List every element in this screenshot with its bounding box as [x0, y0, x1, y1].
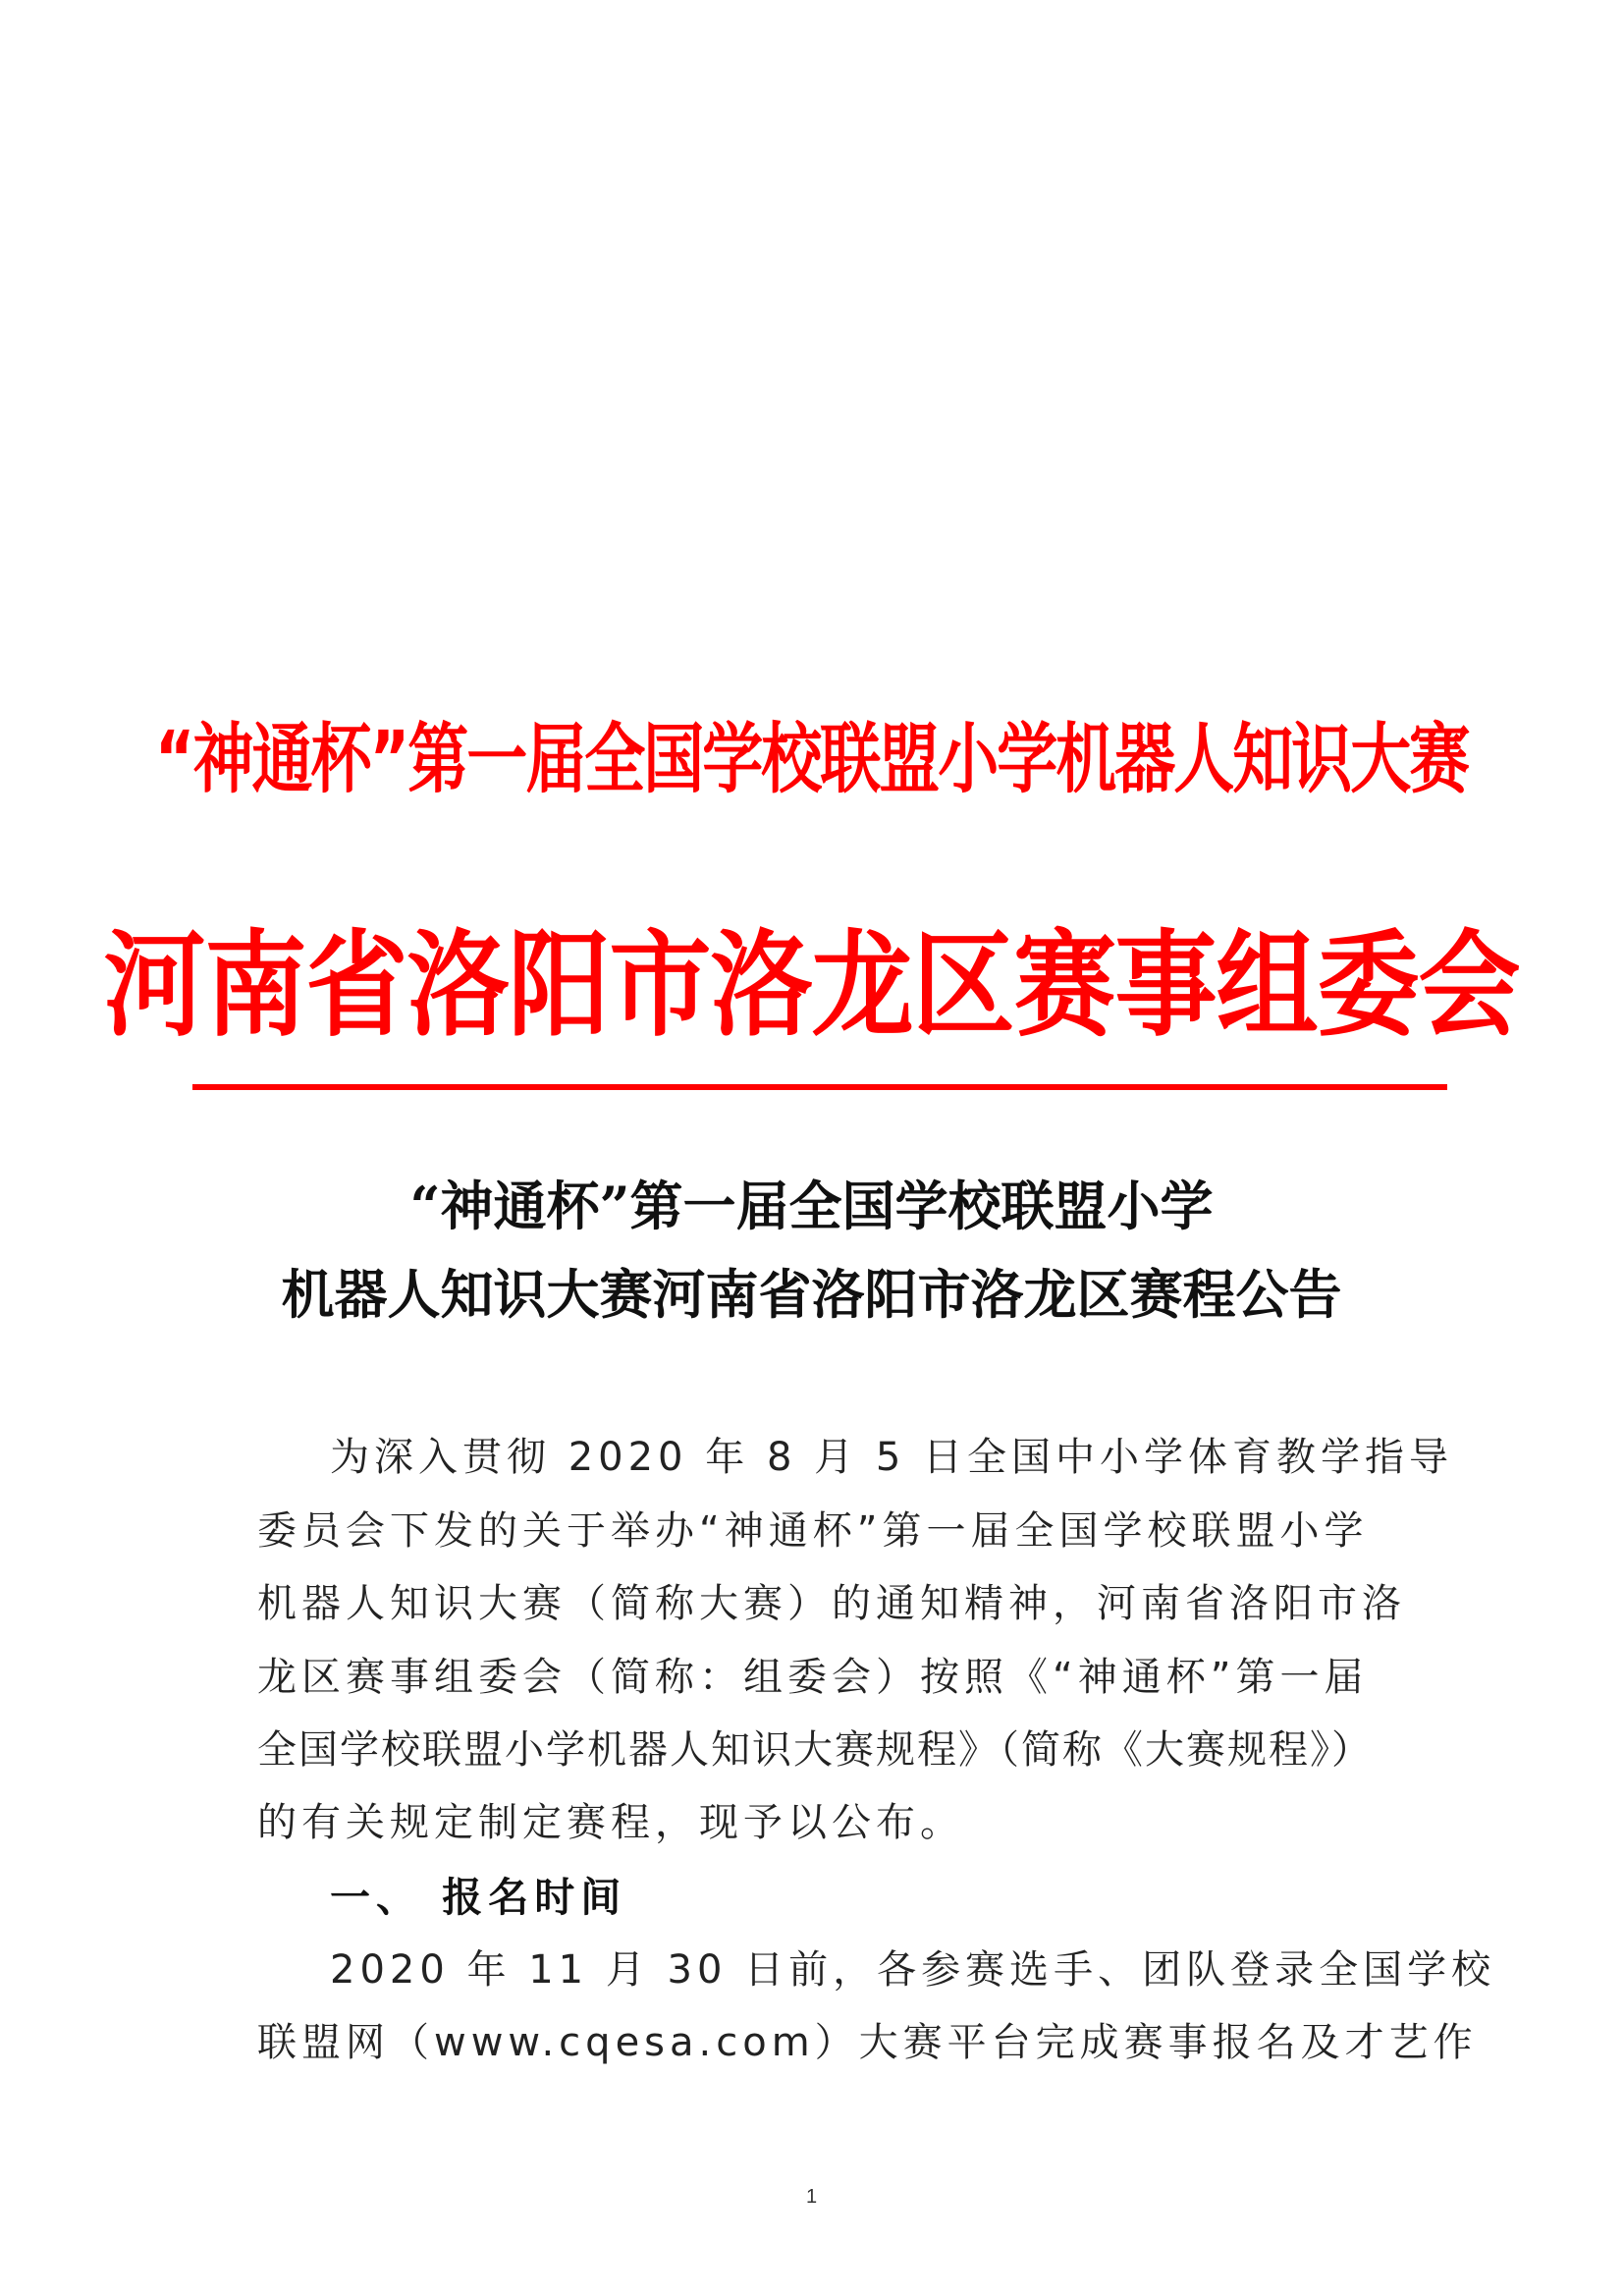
letterhead-line-1: “神通杯”第一届全国学校联盟小学机器人知识大赛 — [154, 714, 1469, 804]
section-heading-registration-time: 一、 报名时间 — [330, 1874, 627, 1921]
document-title-line-1: “神通杯”第一届全国学校联盟小学 — [409, 1175, 1214, 1237]
paragraph-1-line: 为深入贯彻 2020 年 8 月 5 日全国中小学体育教学指导 — [330, 1435, 1453, 1480]
paragraph-1-line: 的有关规定制定赛程，现予以公布。 — [257, 1800, 964, 1845]
paragraph-2-line: 2020 年 11 月 30 日前，各参赛选手、团队登录全国学校 — [330, 1947, 1496, 1993]
paragraph-1-line: 龙区赛事组委会（简称：组委会）按照《“神通杯”第一届 — [257, 1655, 1369, 1700]
paragraph-2-line: 联盟网（www.cqesa.com）大赛平台完成赛事报名及才艺作 — [257, 2020, 1478, 2065]
letterhead-line-2: 河南省洛阳市洛龙区赛事组委会 — [103, 917, 1520, 1053]
paragraph-1-line: 委员会下发的关于举办“神通杯”第一届全国学校联盟小学 — [257, 1508, 1369, 1554]
paragraph-1-line: 机器人知识大赛（简称大赛）的通知精神，河南省洛阳市洛 — [257, 1581, 1406, 1626]
letterhead-divider — [192, 1084, 1447, 1090]
paragraph-1-line: 全国学校联盟小学机器人知识大赛规程》（简称《大赛规程》） — [257, 1727, 1373, 1773]
document-title-line-2: 机器人知识大赛河南省洛阳市洛龙区赛程公告 — [281, 1263, 1342, 1326]
page-number: 1 — [805, 2186, 818, 2208]
